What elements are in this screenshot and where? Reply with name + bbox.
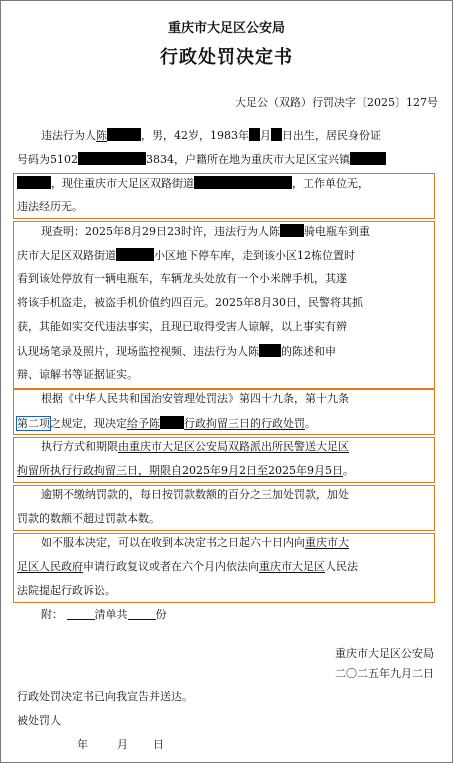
decision-line-2: 第二项之规定，现决定给予陈 行政拘留三日的行政处罚。 <box>17 417 316 430</box>
redaction <box>78 152 146 165</box>
document-title: 行政处罚决定书 <box>160 47 293 68</box>
footer-day: 日 <box>153 738 164 751</box>
facts-line-3: 看到该处停放有一辆电瓶车，车辆龙头处放有一个小米牌手机，其遂 <box>17 272 347 285</box>
party-line-4: 违法经历无。 <box>17 200 83 213</box>
redaction <box>107 128 141 141</box>
attachment-blank <box>67 608 95 620</box>
decision-line-1: 根据《中华人民共和国治安管理处罚法》第四十九条，第十九条 <box>41 392 349 405</box>
execution-line-1: 执行方式和期限由重庆市大足区公安局双路派出所民警送大足区 <box>41 440 349 453</box>
appeal-line-3: 法院提起行政诉讼。 <box>17 584 116 597</box>
redaction <box>249 128 260 141</box>
attachment-line: 附： 清单共 份 <box>41 608 167 621</box>
facts-line-4: 将该手机盗走，被盗手机价值约四百元。2025年8月30日，民警将其抓 <box>17 296 363 309</box>
overdue-line-2: 罚款的数额不超过罚款本数。 <box>17 512 160 525</box>
execution-line-2: 拘留所执行行政拘留三日，期限自2025年9月2日至2025年9月5日。 <box>17 464 354 477</box>
overdue-line-1: 逾期不缴纳罚款的，每日按罚款数额的百分之三加处罚款，加处 <box>41 488 349 501</box>
attachment-count-blank <box>128 608 156 620</box>
footer-year: 年 <box>77 738 88 751</box>
footer-month: 月 <box>117 738 128 751</box>
decision-box <box>13 389 435 435</box>
signature-organization: 重庆市大足区公安局 <box>335 647 434 660</box>
signature-date: 二〇二五年九月二日 <box>335 667 434 680</box>
party-line-2: 号码为5102 3834，户籍所在地为重庆市大足区宝兴镇 <box>17 152 386 167</box>
appeal-line-1: 如不服本决定，可以在收到本决定书之日起六十日内向重庆市大 <box>41 536 349 549</box>
redaction <box>271 128 282 141</box>
appeal-line-2: 足区人民政府申请行政复议或者在六个月内依法向重庆市大足区人民法 <box>17 560 358 573</box>
party-line-1: 违法行为人陈 ，男，42岁，1983年 月 日出生，居民身份证 <box>41 129 381 142</box>
facts-line-1: 现查明：2025年8月29日23时许，违法行为人陈 骑电瓶车到重 <box>41 225 370 238</box>
document-number: 大足公（双路）行罚决字〔2025〕127号 <box>235 96 438 109</box>
facts-line-6: 认现场笔录及照片，现场监控视频、违法行为人陈 的陈述和申 <box>17 345 336 358</box>
overdue-box <box>13 485 435 531</box>
facts-box <box>13 221 435 389</box>
delivery-statement: 行政处罚决定书已向我宣告并送达。 <box>17 690 193 703</box>
facts-line-5: 获，其能如实交代违法事实，且现已取得受害人谅解，以上事实有辨 <box>17 320 347 333</box>
execution-box <box>13 437 435 483</box>
appeal-box <box>13 533 435 603</box>
agency-name: 重庆市大足区公安局 <box>167 21 285 36</box>
penalized-party-label: 被处罚人 <box>17 714 61 727</box>
redaction <box>350 152 386 165</box>
facts-line-7: 辩、谅解书等证据证实。 <box>17 368 138 381</box>
party-info-box <box>13 173 435 219</box>
facts-line-2: 庆市大足区双路街道 小区地下停车库，走到该小区12栋位置时 <box>17 249 355 262</box>
party-line-3: ，现住重庆市大足区双路街道 ，工作单位无， <box>17 176 369 191</box>
